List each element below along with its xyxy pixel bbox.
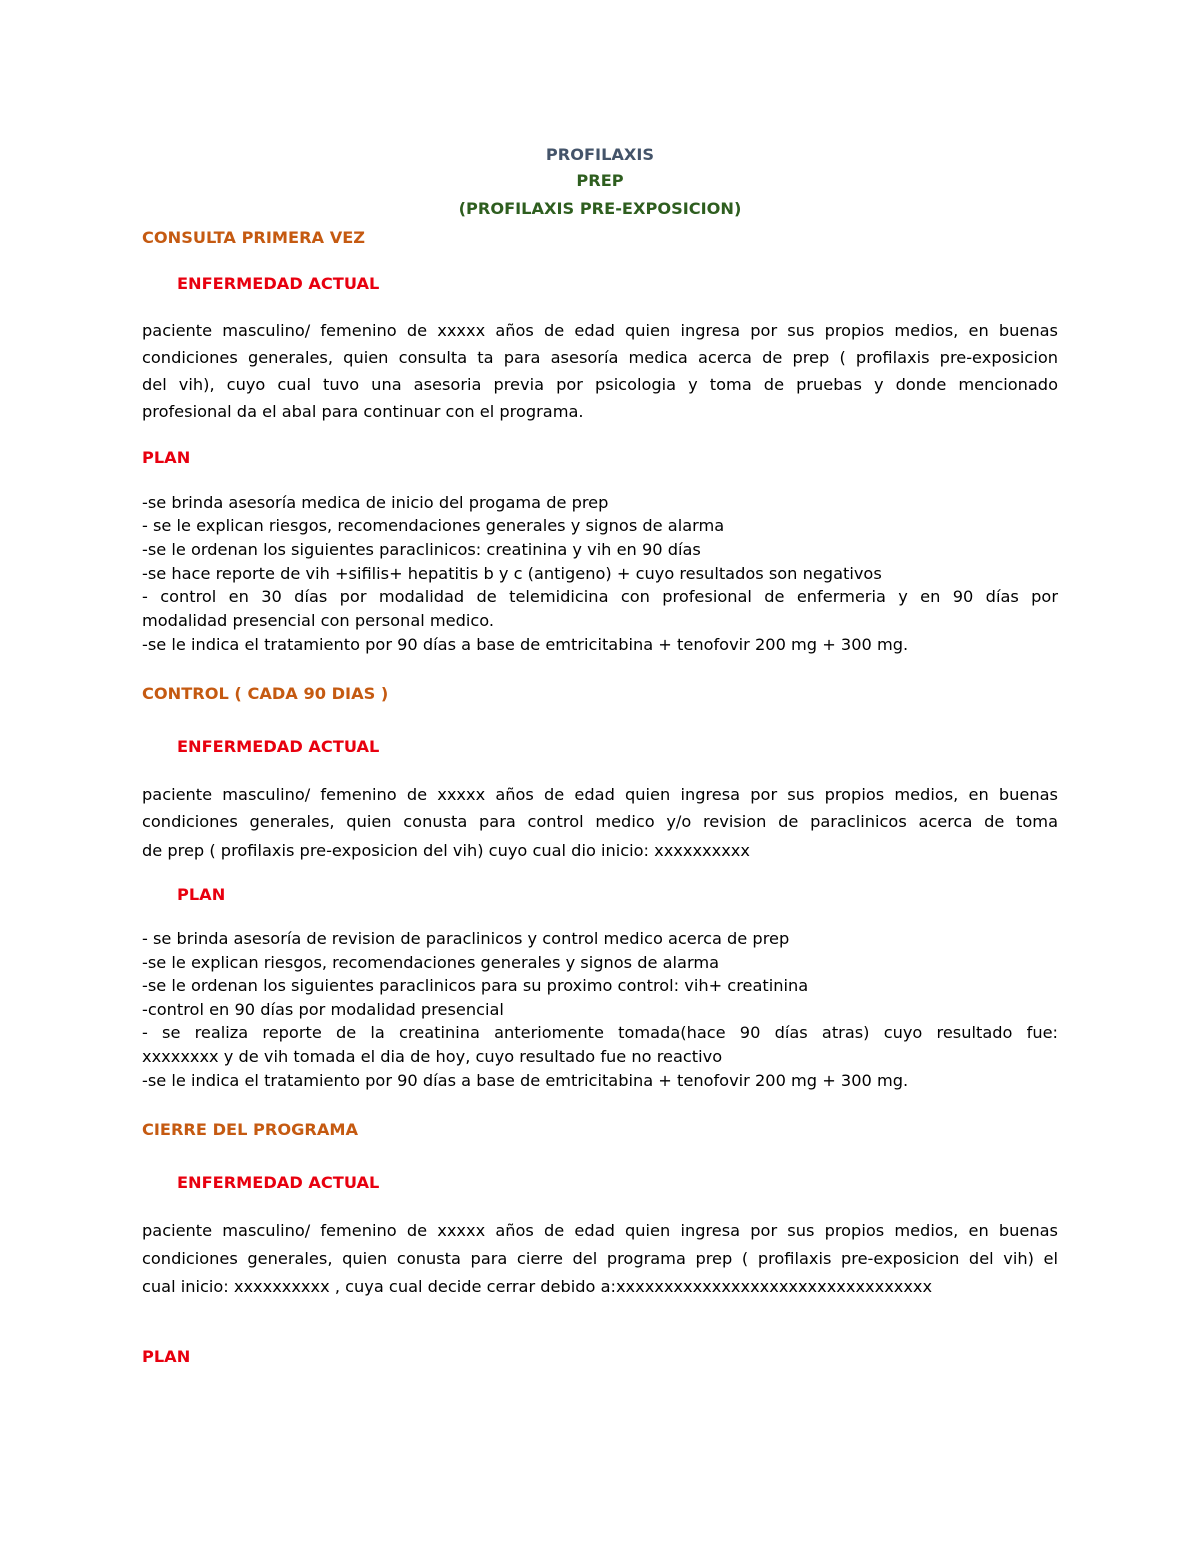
paragraph-line: paciente masculino/ femenino de xxxxx años de edad quien ingresa por sus propios medios, en buenas bbox=[142, 785, 1058, 804]
subheading-enfermedad-actual: ENFERMEDAD ACTUAL bbox=[177, 737, 380, 756]
plan-item: -se le explican riesgos, recomendaciones generales y signos de alarma bbox=[142, 953, 720, 972]
paragraph-line: profesional da el abal para continuar con el programa. bbox=[142, 402, 584, 421]
plan-item: -control en 90 días por modalidad presencial bbox=[142, 1000, 504, 1019]
plan-item: -se le indica el tratamiento por 90 días a base de emtricitabina + tenofovir 200 mg + 300 mg. bbox=[142, 635, 909, 654]
section-heading-cierre: CIERRE DEL PROGRAMA bbox=[142, 1120, 359, 1139]
plan-heading: PLAN bbox=[177, 885, 226, 904]
paragraph-line: condiciones generales, quien conusta para cierre del programa prep ( profilaxis pre-exposicion del vih) el bbox=[142, 1249, 1058, 1268]
paragraph-line: de prep ( profilaxis pre-exposicion del vih) cuyo cual dio inicio: xxxxxxxxxx bbox=[142, 841, 750, 860]
paragraph-line: del vih), cuyo cual tuvo una asesoria previa por psicologia y toma de pruebas y donde mencionado bbox=[142, 375, 1058, 394]
plan-item: - control en 30 días por modalidad de telemidicina con profesional de enfermeria y en 90 días por bbox=[142, 587, 1058, 606]
plan-heading: PLAN bbox=[142, 1347, 191, 1366]
paragraph-line: condiciones generales, quien consulta ta para asesoría medica acerca de prep ( profilaxis pre-exposicion bbox=[142, 348, 1058, 367]
plan-item: modalidad presencial con personal medico. bbox=[142, 611, 495, 630]
subheading-enfermedad-actual: ENFERMEDAD ACTUAL bbox=[177, 1173, 380, 1192]
paragraph-line: condiciones generales, quien conusta para control medico y/o revision de paraclinicos acerca de toma bbox=[142, 812, 1058, 831]
paragraph-line: paciente masculino/ femenino de xxxxx años de edad quien ingresa por sus propios medios, en buenas bbox=[142, 321, 1058, 340]
paragraph-line: cual inicio: xxxxxxxxxx , cuya cual decide cerrar debido a:xxxxxxxxxxxxxxxxxxxxxxxxxxxxxxxxx bbox=[142, 1277, 933, 1296]
plan-item: -se brinda asesoría medica de inicio del progama de prep bbox=[142, 493, 609, 512]
paragraph-line: paciente masculino/ femenino de xxxxx años de edad quien ingresa por sus propios medios, en buenas bbox=[142, 1221, 1058, 1240]
plan-item: -se le ordenan los siguientes paraclinicos: creatinina y vih en 90 días bbox=[142, 540, 701, 559]
plan-item: - se le explican riesgos, recomendaciones generales y signos de alarma bbox=[142, 516, 725, 535]
document-subtitle: PREP bbox=[576, 171, 624, 190]
plan-item: xxxxxxxx y de vih tomada el dia de hoy, cuyo resultado fue no reactivo bbox=[142, 1047, 723, 1066]
subheading-enfermedad-actual: ENFERMEDAD ACTUAL bbox=[177, 274, 380, 293]
section-heading-control: CONTROL ( CADA 90 DIAS ) bbox=[142, 684, 389, 703]
plan-item: -se le ordenan los siguientes paraclinicos para su proximo control: vih+ creatinina bbox=[142, 976, 809, 995]
plan-item: - se brinda asesoría de revision de paraclinicos y control medico acerca de prep bbox=[142, 929, 790, 948]
document-subtitle-full: (PROFILAXIS PRE-EXPOSICION) bbox=[458, 199, 742, 218]
plan-heading: PLAN bbox=[142, 448, 191, 467]
document-title: PROFILAXIS bbox=[545, 145, 655, 164]
plan-item: -se hace reporte de vih +sifilis+ hepatitis b y c (antigeno) + cuyo resultados son negativos bbox=[142, 564, 882, 583]
plan-item: - se realiza reporte de la creatinina anteriomente tomada(hace 90 días atras) cuyo resultado fue: bbox=[142, 1023, 1058, 1042]
section-heading-consulta: CONSULTA PRIMERA VEZ bbox=[142, 228, 366, 247]
plan-item: -se le indica el tratamiento por 90 días a base de emtricitabina + tenofovir 200 mg + 300 mg. bbox=[142, 1071, 909, 1090]
